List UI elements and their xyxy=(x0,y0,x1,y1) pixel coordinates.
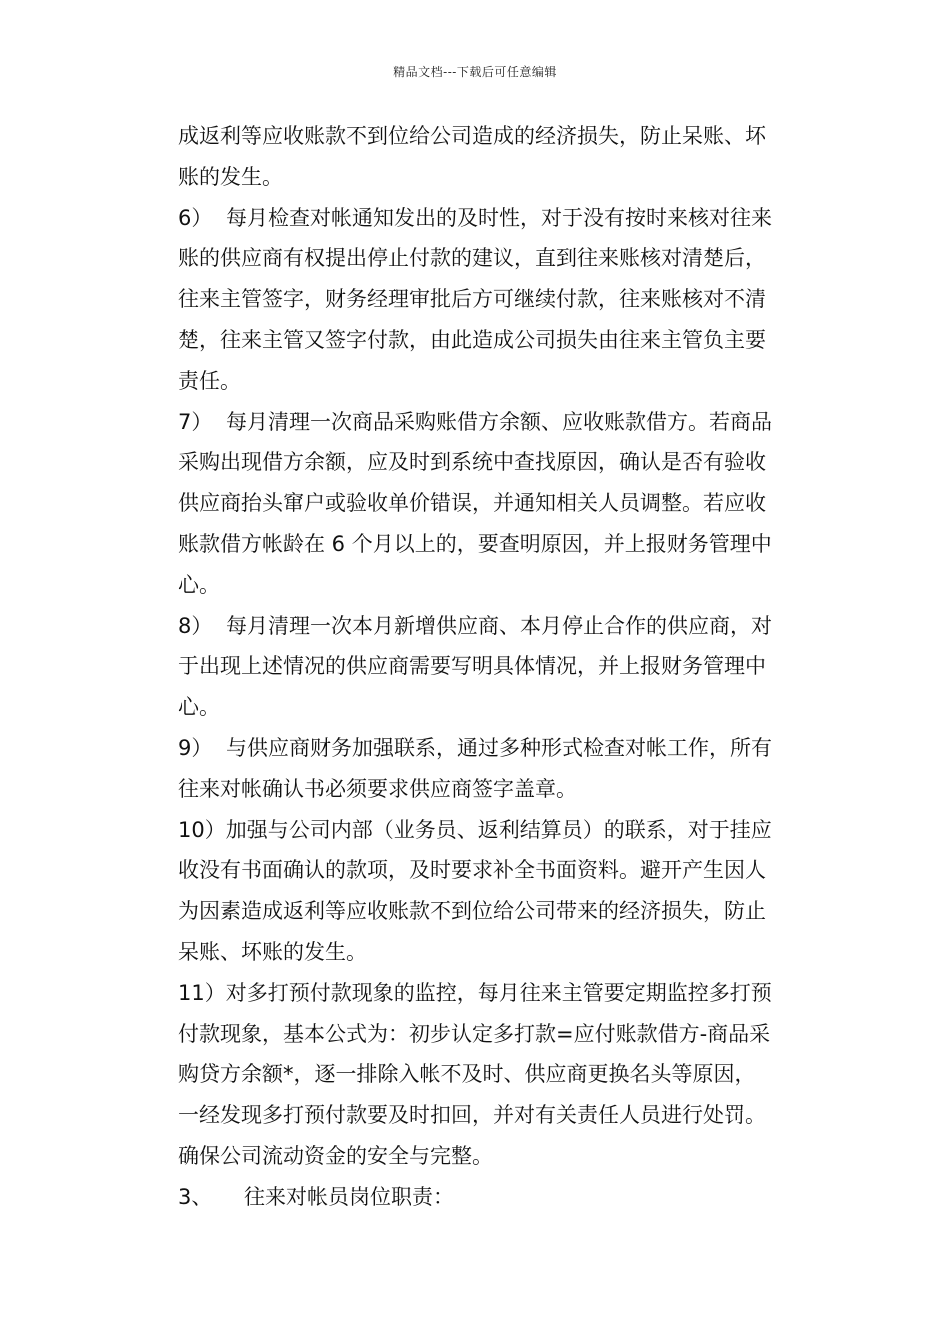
line-text: 责任。 xyxy=(178,368,241,393)
line-text: 采购出现借方余额，应及时到系统中查找原因，确认是否有验收 xyxy=(178,450,766,475)
section-number: 3、 xyxy=(178,1184,213,1209)
text-line xyxy=(178,483,818,524)
list-item-7 xyxy=(178,402,818,443)
text-line xyxy=(178,1136,818,1177)
text-line xyxy=(178,116,818,157)
section-heading-3 xyxy=(178,1177,818,1218)
line-text: 往来主管签字，财务经理审批后方可继续付款，往来账核对不清 xyxy=(178,287,766,312)
list-item-6 xyxy=(178,198,818,239)
section-title: 往来对帐员岗位职责： xyxy=(244,1184,454,1209)
line-text: 账的供应商有权提出停止付款的建议，直到往来账核对清楚后， xyxy=(178,246,766,271)
list-item-11 xyxy=(178,973,818,1014)
line-text: 账款借方帐龄在 6 个月以上的，要查明原因，并上报财务管理中 xyxy=(178,531,772,556)
text-line xyxy=(178,361,818,402)
line-text: 11）对多打预付款现象的监控，每月往来主管要定期监控多打预 xyxy=(178,980,772,1005)
list-item-10 xyxy=(178,810,818,851)
item-number: 6） xyxy=(178,205,213,230)
text-line xyxy=(178,1054,818,1095)
text-line xyxy=(178,157,818,198)
line-text: 心。 xyxy=(178,572,220,597)
line-text: 一经发现多打预付款要及时扣回，并对有关责任人员进行处罚。 xyxy=(178,1103,766,1128)
text-line xyxy=(178,565,818,606)
line-text: 心。 xyxy=(178,695,220,720)
line-text: 与供应商财务加强联系，通过多种形式检查对帐工作，所有 xyxy=(226,735,772,760)
line-text: 往来对帐确认书必须要求供应商签字盖章。 xyxy=(178,776,577,801)
line-text: 付款现象，基本公式为：初步认定多打款=应付账款借方-商品采 xyxy=(178,1021,771,1046)
line-text: 楚，往来主管又签字付款，由此造成公司损失由往来主管负主要 xyxy=(178,327,766,352)
list-item-9 xyxy=(178,728,818,769)
item-number: 8） xyxy=(178,613,213,638)
line-text: 成返利等应收账款不到位给公司造成的经济损失，防止呆账、坏 xyxy=(178,124,766,148)
item-number: 7） xyxy=(178,409,213,434)
line-text: 确保公司流动资金的安全与完整。 xyxy=(178,1143,493,1168)
text-line xyxy=(178,320,818,361)
line-text: 供应商抬头窜户或验收单价错误，并通知相关人员调整。若应收 xyxy=(178,491,766,516)
line-text: 为因素造成返利等应收账款不到位给公司带来的经济损失，防止 xyxy=(178,899,766,924)
text-line xyxy=(178,442,818,483)
text-line xyxy=(178,932,818,973)
line-text: 每月检查对帐通知发出的及时性，对于没有按时来核对往来 xyxy=(226,205,772,230)
text-line xyxy=(178,687,818,728)
list-item-8 xyxy=(178,606,818,647)
line-text: 于出现上述情况的供应商需要写明具体情况，并上报财务管理中 xyxy=(178,654,766,679)
line-text: 账的发生。 xyxy=(178,164,283,189)
line-text: 收没有书面确认的款项，及时要求补全书面资料。避开产生因人 xyxy=(178,858,766,883)
line-text: 每月清理一次本月新增供应商、本月停止合作的供应商，对 xyxy=(226,613,772,638)
document-body xyxy=(178,116,818,1218)
page-header: 精品文档---下载后可任意编辑 xyxy=(393,65,557,79)
text-line xyxy=(178,646,818,687)
text-line xyxy=(178,524,818,565)
text-line xyxy=(178,1095,818,1136)
item-number: 9） xyxy=(178,735,213,760)
text-line xyxy=(178,238,818,279)
line-text: 每月清理一次商品采购账借方余额、应收账款借方。若商品 xyxy=(226,409,772,434)
text-line xyxy=(178,1014,818,1055)
line-text: 购贷方余额*，逐一排除入帐不及时、供应商更换名头等原因， xyxy=(178,1062,756,1087)
text-line xyxy=(178,769,818,810)
line-text: 10）加强与公司内部（业务员、返利结算员）的联系，对于挂应 xyxy=(178,817,772,842)
text-line xyxy=(178,279,818,320)
line-text: 呆账、坏账的发生。 xyxy=(178,939,367,964)
text-line xyxy=(178,891,818,932)
text-line xyxy=(178,850,818,891)
